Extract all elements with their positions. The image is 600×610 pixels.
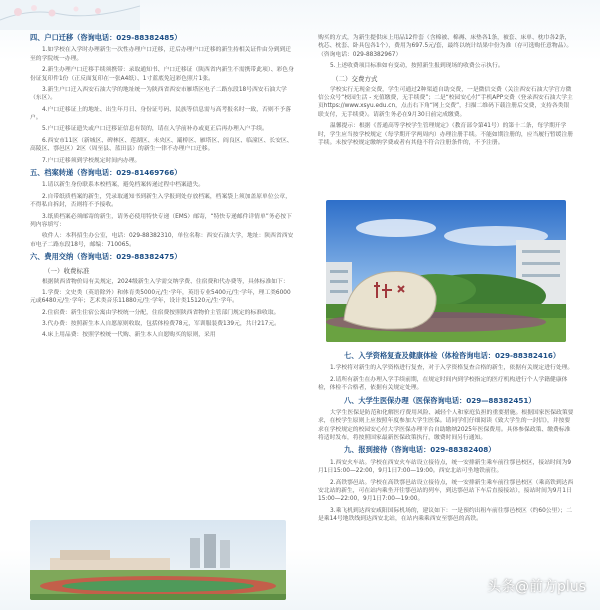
paragraph: 3.纸质档案必须邮寄的新生，请务必使用特快专递（EMS）邮寄，“特快专递邮件详情单”务必按下列内容填写：: [30, 213, 292, 228]
paragraph: 温馨提示：根据《普通高等学校学生管理规定》（教育部令第41号）的第十二条，每学期开学时，学生应当按学校规定（每学期开学两周内）办理注册手续。不能如期注册的，应当履行暂缓注册手续。未按学校规定缴纳学费或者有其他不符合注册条件的，不予注册。: [318, 123, 574, 146]
paragraph: 4.床上用品费：按照学校统一代购、新生本人自愿购买的原则，采用: [42, 332, 216, 339]
paragraph: 大学生医保是防范和化解医疗费用风险、减轻个人和家庭负担的重要措施。根据国家医保政策要求，在校学生原则上应按照年度参加大学生医保。请同学们仔细阅读《致大学生的一封信》，并按要求在学校规定的校园安心付大学医保办理平台自助缴纳2025年医保费用。具体参保政策、缴费标准将适时发布，将按照国家最新医保政策执行，缴费时间另行通知。: [318, 409, 574, 442]
paragraph: 收件人：本科招生办公室，电话：029-88382310，单位名称：西安石油大学，地址：陕西省西安市电子二路东段18号，邮编：710065。: [30, 233, 294, 248]
section-title-health-check: 七、入学资格复查及健康体检（体检咨询电话：029-88382416）: [344, 351, 561, 360]
campus-stone-photo: [326, 200, 566, 342]
paragraph: 6.西安市11区（新城区、碑林区、莲湖区、未央区、灞桥区、雁塔区、阎良区、临潼区、长安区、高陵区、鄠邑区）2区（周至县、蓝田县）的新生一律不办理户口迁移。: [30, 137, 293, 153]
section-title-reception: 九、报到接待（咨询电话：029-88382408）: [344, 445, 496, 455]
left-column: [30, 30, 295, 343]
paragraph: 2.自带纸质档案的新生，凭录取通知书到新生入学报到处存放档案，档案袋上须加盖原单位公章，不得私自拆封，否则将不予接收。: [30, 193, 292, 209]
paragraph: 4.户口迁移证上的地址、出生年月日、身份证号码、民族等信息需与高考报名时一致，否则不予落户。: [30, 106, 292, 122]
paragraph: 3.代办费：按照新生本人自愿原则收取，包括体检费78元，军训服装费139元，共计217元。: [42, 321, 280, 328]
paragraph: 学校实行无现金交费，学生可通过2种渠道自助交费，一是微信交费（关注西安石油大学官方微信公众号“校园生活 - 充值缴费，无手续费”；二是“校园安心付”手机APP交费（登录西安石油大学主页https://www.xsyu.edu.cn，点击右下角“网上交费”，扫描二维码下载注册后交费，支持各类银联支付，无手续费）。请新生务必在9月30日前完成缴费。: [318, 86, 573, 118]
paragraph: 1.如学校在入学时办理新生一次性办理户口迁移，迁后办理户口迁移的新生持相关证件由分到到迁至的学院统一办理。: [30, 47, 292, 62]
paragraph: 7.户口迁移须到学校规定时间内办理。: [42, 157, 141, 164]
paragraph: 2.住宿费：新生住宿公寓由学校统一分配，住宿费按照陕西省物价主管部门规定的标准收取。: [42, 309, 280, 316]
section-title-archive: 五、档案转递（咨询电话：029-81469766）: [30, 168, 182, 178]
paragraph: 2.高铁鄠邑站。学校在高铁鄠邑站设立接待点，统一安排新生乘车前往鄠邑校区（乘高铁到达西安北站的新生，可在站内乘坐开往鄠邑站的列车，到达鄠邑站下车后直接接站），接站时间为9月1日15:00—22:00，9月1日7:00—19:00。: [318, 479, 574, 503]
section-title-hukou: 四、户口迁移（咨询电话：029-88382485）: [30, 33, 182, 42]
paragraph: 2.请所有新生在办理入学手续前期，在规定时间内到学校指定的医疗机构进行个人学籍健康体检，体检不合格者，依据有关规定处理。: [318, 376, 568, 392]
paragraph: 购买的方式，为新生提供床上用品12件套（含棉被、棉褥、床垫各1条，被套、床单、枕巾各2条，枕芯、枕套、卧具包各1个），费用为697.5元/套，最终以统计结果中份为准（存可选购任意物品）。（咨询电话：029-88382967）: [318, 35, 573, 58]
paragraph: 根据陕西省物价局有关规定，2024级新生入学需交纳学费、住宿费和代办费等，具体标准如下：: [42, 278, 289, 285]
right-column-lower: [318, 348, 574, 527]
paragraph: 1.学费：文史类（英语除外）和体育类5000元/生·学年，英语专业5400元/生·学年，理工类6000元或6480元/生·学年；艺术类音乐11880元/生·学年，设计类15120元/生·学年。: [30, 289, 291, 305]
paragraph: 3.乘飞机到达西安咸阳国际机场的，建议如下：一是预约出租车前往鄠邑校区（约60公里）；二是乘14号地铁线到达西安北站，在站内乘乘西安至鄠邑的高铁。: [318, 507, 572, 523]
watermark-text: 头条@前方plus: [487, 579, 586, 595]
paragraph: 1.请以新生身份联系本校档案，避免档案转递过程中档案遗失。: [42, 182, 205, 189]
section-title-insurance: 八、大学生医保办理（医保咨询电话：029—88382451）: [344, 395, 536, 405]
subsection-payment: （二）交费方式: [332, 74, 378, 83]
right-column: [318, 34, 574, 150]
paragraph: 2.新生办理户口迁移手续须携带：录取通知书、户口迁移证（陕西省内新生不需携带此项）、彩色身份证复印件1份（正反面复印在一张A4纸）、1寸蓝底免冠彩色照片1张。: [30, 67, 294, 82]
decorative-blossom-corner: [0, 0, 140, 30]
section-title-fees: 六、费用交纳（咨询电话：029-88382475）: [30, 252, 182, 262]
campus-aerial-photo: [30, 520, 286, 600]
paragraph: 3.新生户口迁入西安石油大学的地址统一为陕西省西安市雁塔区电子二路东段18号西安石油大学（东区）。: [30, 86, 287, 102]
paragraph: 1.西安火车站。学校在西安火车站设立接待点，统一安排新生乘车前往鄠邑校区，接站时间为9月1日15:00—22:00，9月1日7:00—19:00。西安北站可坐地铁前往。: [318, 459, 572, 475]
subsection-fee-standard: （一）收费标准: [44, 266, 90, 275]
paragraph: 1.学校将对新生的入学资格进行复查，对于入学资格复查合格的新生，依据有关规定进行处理。: [330, 365, 574, 372]
paragraph: 5.户口迁移证遗失或户口迁移证信息有误的，请在入学前补办或更正后再办理入户手续。: [42, 126, 268, 133]
paragraph: 5.上述收费项目标准如有变动，按照新生报到现场的收费公示执行。: [330, 63, 504, 70]
